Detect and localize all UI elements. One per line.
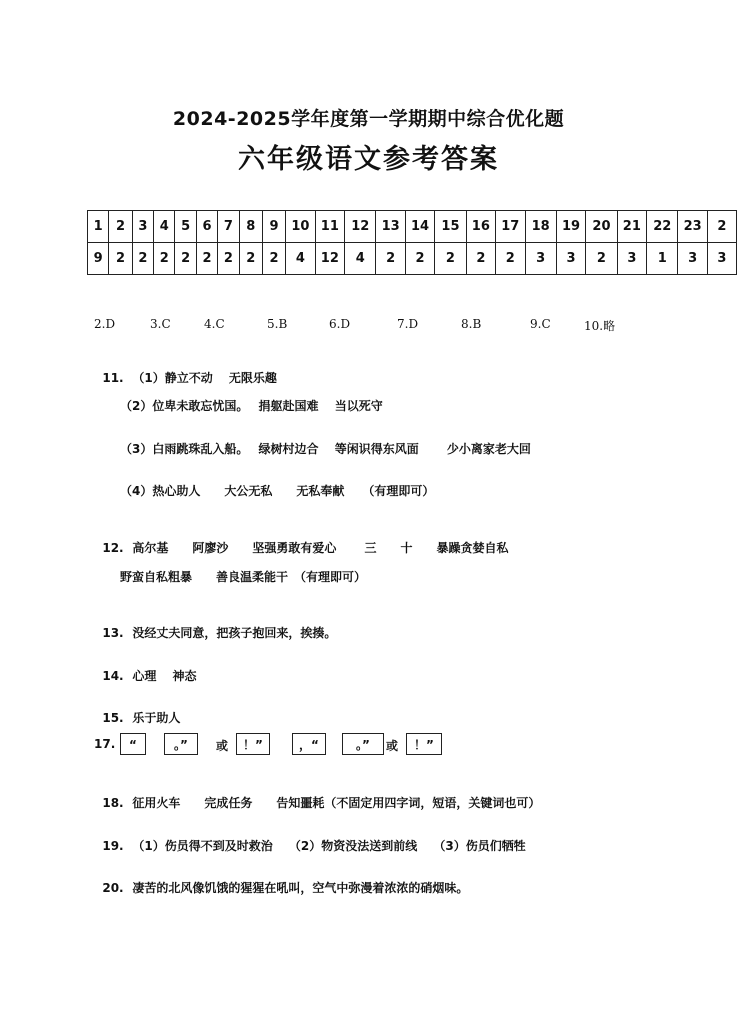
score-cell: 2: [109, 243, 132, 275]
question-number-cell: 21: [617, 211, 646, 243]
question-number-cell: 19: [556, 211, 585, 243]
score-cell: 2: [376, 243, 405, 275]
answer-13: [94, 610, 336, 641]
answer-key-title: 六年级语文参考答案: [238, 144, 499, 175]
question-number-cell: 20: [586, 211, 617, 243]
answer-15: [94, 695, 180, 726]
question-number-cell: 2: [109, 211, 132, 243]
punctuation-box: ！”: [406, 733, 442, 755]
score-table: [87, 210, 737, 275]
question-number: 19.: [102, 839, 124, 853]
question-number-cell: 22: [647, 211, 678, 243]
score-cell: 1: [647, 243, 678, 275]
question-number-cell: 17: [496, 211, 525, 243]
score-cell: 2: [132, 243, 153, 275]
score-cell: 4: [286, 243, 315, 275]
answer-11-line-2: （2）位卑未敢忘忧国。 捐躯赴国难 当以死守: [120, 399, 383, 413]
score-cell: 2: [466, 243, 495, 275]
question-number-cell: 14: [405, 211, 434, 243]
question-number-cell: 10: [286, 211, 315, 243]
answer-text: （1）伤员得不到及时救治 （2）物资没法送到前线 （3）伤员们牺牲: [132, 839, 526, 853]
question-number-cell: 6: [196, 211, 217, 243]
score-cell: 12: [315, 243, 344, 275]
score-row: [88, 243, 737, 275]
score-cell: 3: [617, 243, 646, 275]
question-number-cell: 18: [525, 211, 556, 243]
score-cell: 4: [345, 243, 376, 275]
answer-text: 乐于助人: [132, 711, 181, 725]
question-number-cell: 13: [376, 211, 405, 243]
score-cell: 9: [88, 243, 109, 275]
exam-title: 2024-2025学年度第一学期期中综合优化题: [172, 108, 565, 130]
question-number-cell: 16: [466, 211, 495, 243]
score-cell: 2: [586, 243, 617, 275]
question-number-cell: 4: [154, 211, 175, 243]
score-cell: 3: [556, 243, 585, 275]
mc-answer: 9.C: [530, 317, 551, 331]
question-number: 11.: [102, 371, 124, 385]
question-number-cell: 5: [175, 211, 196, 243]
question-number-cell: 11: [315, 211, 344, 243]
answer-text: 没经丈夫同意，把孩子抱回来，挨揍。: [132, 626, 337, 640]
or-text: 或: [216, 739, 229, 753]
score-cell: 2: [239, 243, 262, 275]
answer-text: 征用火车 完成任务 告知噩耗（不固定用四字词，短语，关键词也可）: [132, 796, 541, 810]
mc-answer: 7.D: [397, 317, 419, 331]
mc-answer: 2.D: [94, 317, 116, 331]
mc-answer: 4.C: [204, 317, 225, 331]
answer-12-line-1: [94, 525, 509, 556]
score-cell: 2: [196, 243, 217, 275]
score-cell: 2: [496, 243, 525, 275]
answer-text: （1）静立不动 无限乐趣: [132, 371, 277, 385]
answer-text: 心理 神态: [132, 669, 197, 683]
score-cell: 3: [707, 243, 736, 275]
question-number-cell: 12: [345, 211, 376, 243]
answer-14: [94, 653, 197, 684]
question-number-cell: 7: [218, 211, 239, 243]
punctuation-box: ！”: [236, 733, 270, 755]
answer-11-line-1: [94, 355, 277, 386]
question-number-cell: 3: [132, 211, 153, 243]
mc-answer: 5.B: [267, 317, 288, 331]
answer-11-line-4: （4）热心助人 大公无私 无私奉献 （有理即可）: [120, 484, 435, 498]
or-text: 或: [386, 739, 399, 753]
answer-text: 高尔基 阿廖沙 坚强勇敢有爱心 三 十 暴躁贪婪自私: [132, 541, 509, 555]
punctuation-box: 。”: [164, 733, 198, 755]
answer-11-line-3: （3）白雨跳珠乱入船。 绿树村边合 等闲识得东风面 少小离家老大回: [120, 442, 531, 456]
score-cell: 2: [262, 243, 285, 275]
punctuation-box: “: [120, 733, 146, 755]
answer-text: 凄苦的北风像饥饿的猩猩在吼叫，空气中弥漫着浓浓的硝烟味。: [132, 881, 469, 895]
question-number: 20.: [102, 881, 124, 895]
mc-answer: 8.B: [461, 317, 482, 331]
punctuation-box: 。”: [342, 733, 384, 755]
question-number: 18.: [102, 796, 124, 810]
question-number-cell: 8: [239, 211, 262, 243]
score-cell: 3: [525, 243, 556, 275]
question-number: 12.: [102, 541, 124, 555]
question-number-row: [88, 211, 737, 243]
mc-answer: 10.略: [584, 319, 616, 333]
punctuation-box: ，“: [292, 733, 326, 755]
answer-18: [94, 780, 540, 811]
question-number-cell: 23: [678, 211, 707, 243]
question-number-cell: 15: [435, 211, 466, 243]
score-cell: 2: [175, 243, 196, 275]
question-number: 17.: [94, 737, 116, 751]
score-cell: 2: [405, 243, 434, 275]
question-number: 15.: [102, 711, 124, 725]
score-cell: 2: [435, 243, 466, 275]
score-cell: 3: [678, 243, 707, 275]
question-number-cell: 9: [262, 211, 285, 243]
question-number-cell: 2: [707, 211, 736, 243]
answer-12-line-2: 野蛮自私粗暴 善良温柔能干 （有理即可）: [120, 570, 367, 584]
score-cell: 2: [154, 243, 175, 275]
question-number: 13.: [102, 626, 124, 640]
mc-answer: 6.D: [329, 317, 351, 331]
answer-20: [94, 865, 468, 896]
question-number-cell: 1: [88, 211, 109, 243]
mc-answer: 3.C: [150, 317, 171, 331]
answer-19: [94, 823, 526, 854]
score-cell: 2: [218, 243, 239, 275]
question-number: 14.: [102, 669, 124, 683]
